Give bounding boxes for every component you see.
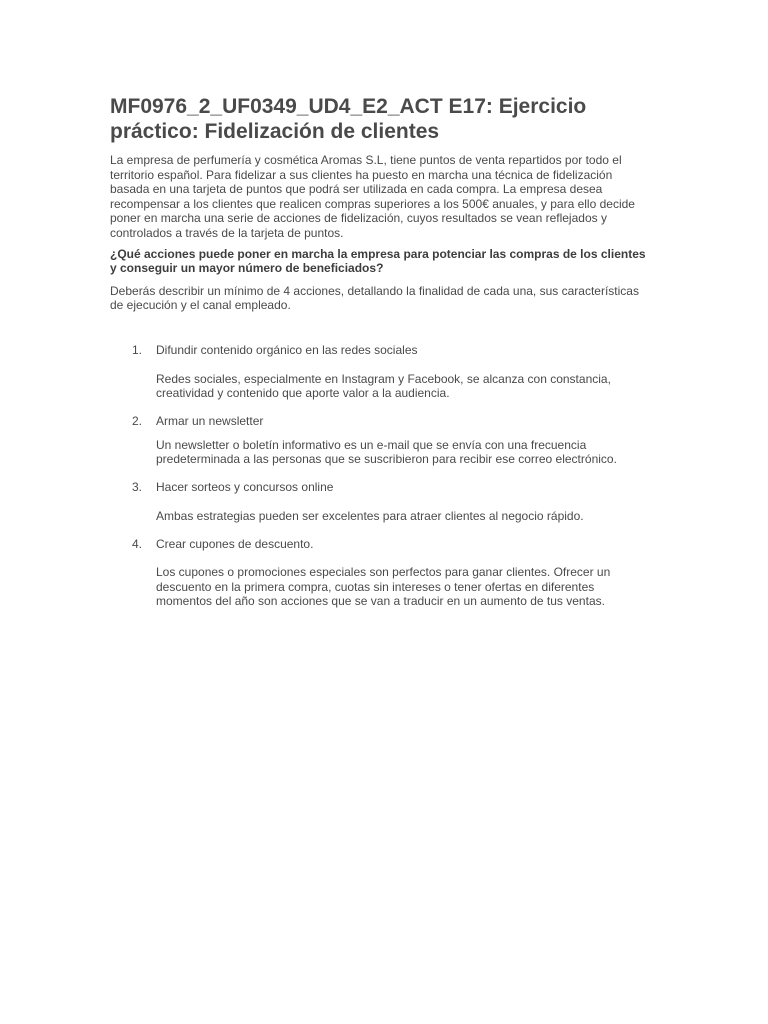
list-item-number: 3. xyxy=(132,479,143,494)
list-item-title: Hacer sorteos y concursos online xyxy=(156,479,334,494)
list-item-title: Armar un newsletter xyxy=(156,413,264,428)
list-item-title: Crear cupones de descuento. xyxy=(156,536,314,551)
document-title: MF0976_2_UF0349_UD4_E2_ACT E17: Ejercicio práctico: Fidelización de clientes xyxy=(110,95,587,143)
list-item xyxy=(110,480,650,523)
list-item-description: Redes sociales, especialmente en Instagram y Facebook, se alcanza con constancia, creatividad y contenido que aporte valor a la audiencia. xyxy=(156,371,611,400)
intro-paragraph: La empresa de perfumería y cosmética Aromas S.L, tiene puntos de venta repartidos por todo el territorio español. Para fidelizar a sus clientes ha puesto en marcha una técnica de fidelización basada en una tarjeta de puntos que podrá ser utilizada en cada compra. La empresa desea recompensar a los clientes que realicen compras superiores a los 500€ anuales, y para ello decide poner en marcha una serie de acciones de fidelización, cuyos resultados se vean reflejados y controlados a través de la tarjeta de puntos. xyxy=(110,153,635,240)
list-item-number: 1. xyxy=(132,342,143,357)
list-item-number: 2. xyxy=(132,413,143,428)
list-item-title: Difundir contenido orgánico en las redes sociales xyxy=(156,342,418,357)
list-item-description: Los cupones o promociones especiales son perfectos para ganar clientes. Ofrecer un descuento en la primera compra, cuotas sin intereses o tener ofertas en diferentes momentos del año son acciones que se van a traducir en un aumento de tus ventas. xyxy=(156,565,611,608)
question-paragraph: ¿Qué acciones puede poner en marcha la empresa para potenciar las compras de los clientes y conseguir un mayor número de beneficiados? xyxy=(110,246,646,276)
list-item-number: 4. xyxy=(132,536,143,551)
list-item-description: Un newsletter o boletín informativo es un e-mail que se envía con una frecuencia predeterminada a las personas que se suscribieron para recibir ese correo electrónico. xyxy=(156,437,617,466)
list-item xyxy=(110,414,650,466)
list-item xyxy=(110,537,650,608)
document-page xyxy=(110,94,650,622)
instructions-paragraph: Deberás describir un mínimo de 4 acciones, detallando la finalidad de cada una, sus características de ejecución y el canal empleado. xyxy=(110,283,639,313)
list-item xyxy=(110,343,650,400)
actions-list xyxy=(110,343,650,608)
list-item-description: Ambas estrategias pueden ser excelentes para atraer clientes al negocio rápido. xyxy=(156,508,584,523)
